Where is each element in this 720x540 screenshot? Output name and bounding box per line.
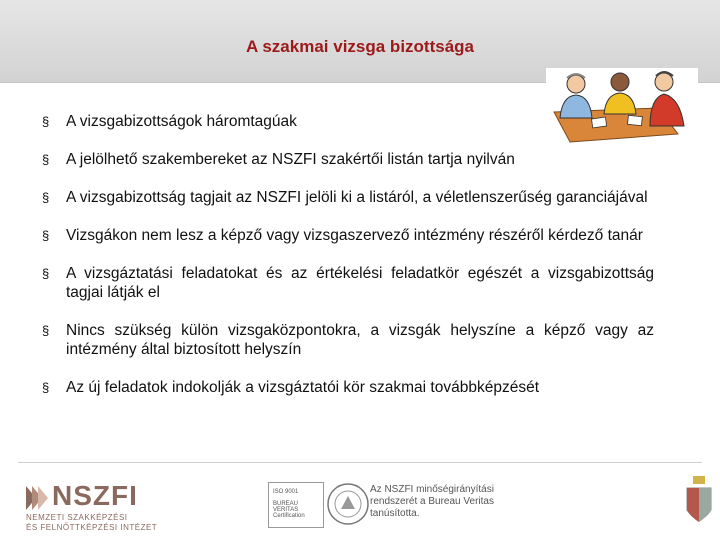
bullet-mark: § <box>42 114 50 129</box>
logo-subtitle-1: NEMZETI SZAKKÉPZÉSI <box>26 513 128 522</box>
bullet-text: A jelölhető szakembereket az NSZFI szakértői listán tartja nyilván <box>66 151 515 168</box>
bullet-text: A vizsgabizottság tagjait az NSZFI jelöli ki a listáról, a véletlenszerűség garanciájával <box>66 189 648 206</box>
bullet-mark: § <box>42 380 50 395</box>
hungarian-coat-of-arms-icon <box>684 474 714 530</box>
cert-line-1: ISO 9001 <box>273 489 299 495</box>
bullet-item <box>42 264 654 302</box>
certification-badge <box>268 482 358 530</box>
cert-text-line-3: tanúsította. <box>370 508 420 519</box>
footer-divider <box>18 462 702 463</box>
bullet-mark: § <box>42 266 50 281</box>
bullet-item <box>42 226 654 245</box>
nszfi-logo-icon <box>26 484 50 512</box>
bullet-text: A vizsgabizottságok háromtagúak <box>66 113 297 130</box>
cert-text-line-1: Az NSZFI minőségirányítási <box>370 484 494 495</box>
bullet-mark: § <box>42 152 50 167</box>
bullet-item <box>42 150 654 169</box>
bullet-text: Nincs szükség külön vizsgaközpontokra, a vizsgák helyszíne a képző vagy az intézmény által biztosított helyszín <box>66 322 654 358</box>
logo-word: NSZFI <box>52 480 138 511</box>
bullet-text: Vizsgákon nem lesz a képző vagy vizsgaszervező intézmény részéről kérdező tanár <box>66 227 643 244</box>
logo-subtitle-2: ÉS FELNŐTTKÉPZÉSI INTÉZET <box>26 523 158 532</box>
bullet-item <box>42 112 654 131</box>
cert-line-3: Certification <box>273 513 305 519</box>
bullet-item <box>42 188 654 207</box>
cert-line-2: BUREAU VERITAS <box>273 501 299 513</box>
bullet-text: A vizsgáztatási feladatokat és az értékelési feladatkör egészét a vizsgabizottság tagjai látják el <box>66 265 654 301</box>
bureau-veritas-seal-icon <box>326 482 370 526</box>
bullet-mark: § <box>42 228 50 243</box>
certification-text <box>370 484 520 520</box>
bullet-text: Az új feladatok indokolják a vizsgáztatói kör szakmai továbbképzését <box>66 379 539 396</box>
cert-text-line-2: rendszerét a Bureau Veritas <box>370 496 494 507</box>
bullet-item <box>42 321 654 359</box>
bullet-item <box>42 378 654 397</box>
bullet-list <box>42 112 654 416</box>
bullet-mark: § <box>42 323 50 338</box>
bullet-mark: § <box>42 190 50 205</box>
nszfi-logo <box>26 480 166 530</box>
footer <box>0 462 720 540</box>
slide-title: A szakmai vizsga bizottsága <box>245 37 474 56</box>
iso-box <box>268 482 324 528</box>
